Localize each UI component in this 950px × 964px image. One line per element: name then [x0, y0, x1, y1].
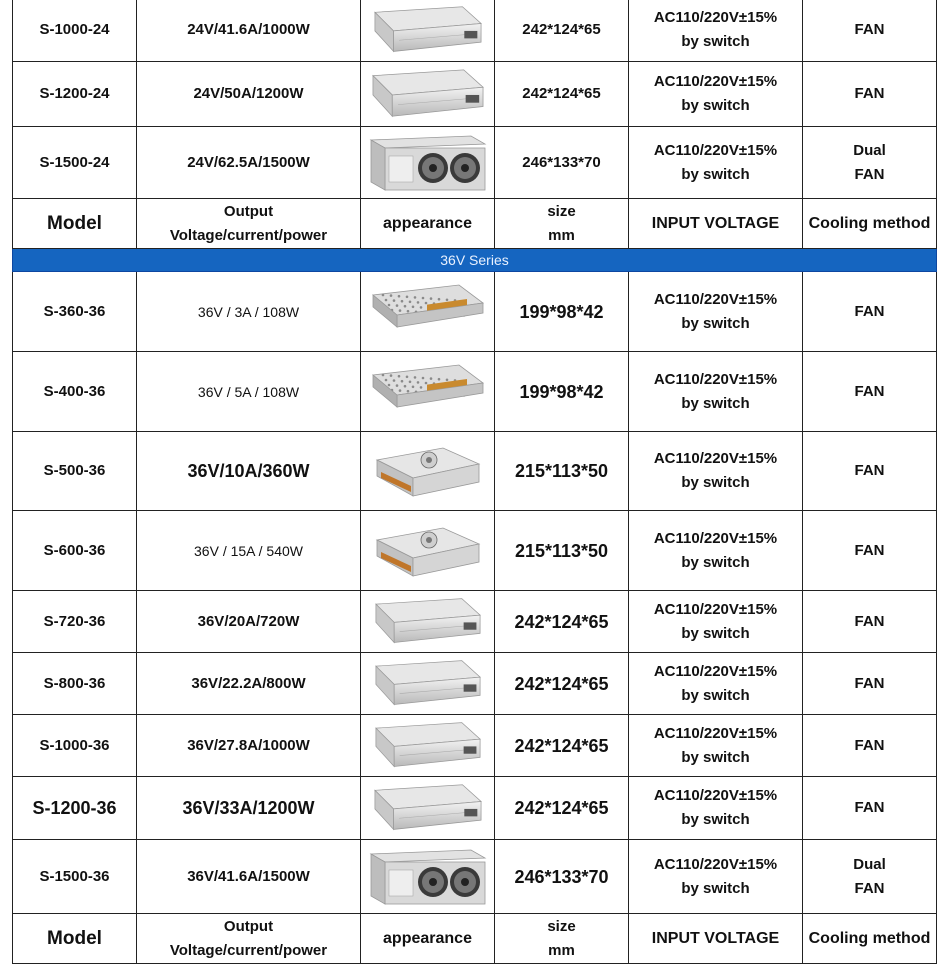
cooling-cell [803, 0, 937, 62]
output-text: 24V/62.5A/1500W [187, 153, 310, 171]
input-line2: by switch [681, 474, 750, 491]
model-text: S-600-36 [43, 541, 106, 559]
output-text: 36V / 3A / 108W [197, 303, 300, 320]
size-text: 215*113*50 [514, 540, 609, 561]
model-text: S-1000-36 [39, 736, 110, 754]
appearance-cell [361, 432, 495, 511]
size-cell [495, 62, 629, 127]
input-cell [629, 591, 803, 653]
input-cell [629, 352, 803, 432]
cooling-line2: FAN [854, 165, 885, 183]
input-line1: AC110/220V±15% [653, 600, 778, 618]
model-cell [13, 0, 137, 62]
model-text: S-1500-36 [39, 867, 110, 885]
input-line1: AC110/220V±15% [653, 450, 778, 467]
cooling-cell [803, 511, 937, 591]
cooling-cell [803, 272, 937, 352]
input-cell [629, 511, 803, 591]
size-text: 199*98*42 [519, 381, 604, 402]
input-line2: by switch [681, 879, 750, 897]
table-row [13, 715, 937, 777]
cooling-cell [803, 127, 937, 199]
power-supply-long-icon [367, 3, 489, 57]
size-text: 242*124*65 [514, 798, 609, 818]
input-cell [629, 0, 803, 62]
model-cell [13, 653, 137, 715]
input-line1: AC110/220V±15% [653, 290, 778, 308]
output-header-text: Voltage/current/power [169, 941, 328, 959]
spec-sheet [12, 0, 936, 964]
input-cell [629, 840, 803, 914]
output-header-text: Voltage/current/power [169, 226, 328, 244]
size-text: 242*124*65 [522, 21, 601, 38]
series-banner-row [13, 249, 937, 272]
cooling-line1: FAN [854, 85, 885, 102]
output-text: 36V/27.8A/1000W [187, 736, 310, 754]
size-cell [495, 432, 629, 511]
power-supply-dual-fan-icon [367, 848, 489, 906]
appearance-header-text: appearance [383, 214, 472, 232]
output-text: 36V / 15A / 540W [194, 542, 303, 559]
table-row [13, 352, 937, 432]
table-row [13, 127, 937, 199]
cooling-cell [803, 432, 937, 511]
input-cell [629, 715, 803, 777]
model-text: S-1000-24 [39, 21, 110, 38]
appearance-cell [361, 715, 495, 777]
cooling-cell [803, 653, 937, 715]
appearance-cell [361, 127, 495, 199]
model-cell [13, 62, 137, 127]
model-text: S-400-36 [43, 382, 106, 400]
size-header-text: size [547, 917, 576, 935]
output-text: 36V/10A/360W [187, 461, 310, 481]
cooling-line1: FAN [854, 302, 885, 320]
appearance-cell [361, 777, 495, 840]
size-cell [495, 352, 629, 432]
input-line1: AC110/220V±15% [653, 529, 778, 547]
model-text: S-720-36 [43, 612, 106, 630]
size-cell [495, 272, 629, 352]
table-row [13, 272, 937, 352]
cooling-line2: FAN [854, 879, 885, 897]
size-text: 242*124*65 [522, 85, 601, 102]
input-header-text: INPUT VOLTAGE [651, 929, 780, 947]
output-cell [137, 777, 361, 840]
cooling-header-text: Cooling method [808, 929, 931, 947]
output-cell [137, 62, 361, 127]
output-text: 36V / 5A / 108W [197, 383, 300, 400]
size-text: 242*124*65 [514, 735, 609, 756]
table-row [13, 0, 937, 62]
output-header-text: Output [223, 202, 274, 220]
output-text: 24V/41.6A/1000W [187, 21, 310, 38]
power-supply-long-icon [367, 657, 489, 710]
input-cell [629, 272, 803, 352]
power-supply-dual-fan-icon [367, 134, 489, 192]
cooling-line1: FAN [854, 382, 885, 400]
output-header [137, 199, 361, 249]
cooling-line1: Dual [853, 141, 886, 159]
cooling-header [803, 199, 937, 249]
output-text: 36V/20A/720W [197, 612, 300, 630]
size-header-text: mm [548, 226, 575, 244]
output-cell [137, 432, 361, 511]
cooling-line1: Dual [853, 855, 886, 873]
model-header-text: Model [47, 927, 102, 949]
cooling-cell [803, 715, 937, 777]
cooling-line1: FAN [854, 674, 885, 692]
appearance-header [361, 199, 495, 249]
model-cell [13, 127, 137, 199]
size-cell [495, 715, 629, 777]
input-line2: by switch [681, 394, 750, 412]
input-line1: AC110/220V±15% [653, 662, 778, 680]
input-line1: AC110/220V±15% [653, 855, 778, 873]
table-row [13, 591, 937, 653]
input-line2: by switch [681, 33, 750, 50]
appearance-header-text: appearance [383, 929, 472, 947]
size-header-text: size [547, 202, 576, 220]
power-supply-long-icon [367, 719, 489, 772]
input-header [629, 914, 803, 964]
size-cell [495, 511, 629, 591]
size-text: 242*124*65 [514, 611, 609, 632]
input-header-text: INPUT VOLTAGE [651, 214, 780, 232]
input-line1: AC110/220V±15% [653, 9, 778, 26]
size-text: 246*133*70 [514, 866, 609, 887]
output-header [137, 914, 361, 964]
model-header [13, 199, 137, 249]
appearance-header [361, 914, 495, 964]
input-cell [629, 62, 803, 127]
power-supply-long-icon [367, 66, 489, 122]
cooling-line1: FAN [854, 21, 885, 38]
input-line2: by switch [681, 748, 750, 766]
spec-table [12, 0, 937, 964]
cooling-line1: FAN [854, 612, 885, 630]
series-banner: 36V Series [13, 249, 937, 272]
cooling-line1: FAN [854, 541, 885, 559]
table-row [13, 777, 937, 840]
cooling-line1: FAN [854, 736, 885, 754]
size-cell [495, 127, 629, 199]
model-cell [13, 352, 137, 432]
power-supply-mesh-icon [367, 363, 489, 421]
output-text: 24V/50A/1200W [193, 85, 304, 102]
size-cell [495, 591, 629, 653]
output-cell [137, 352, 361, 432]
size-header [495, 914, 629, 964]
table-row [13, 432, 937, 511]
model-header-text: Model [47, 212, 102, 234]
output-text: 36V/41.6A/1500W [187, 867, 310, 885]
model-cell [13, 432, 137, 511]
power-supply-top-fan-icon [367, 442, 489, 500]
input-line1: AC110/220V±15% [653, 73, 778, 90]
output-text: 36V/22.2A/800W [191, 674, 306, 692]
cooling-cell [803, 777, 937, 840]
input-cell [629, 127, 803, 199]
model-text: S-360-36 [43, 302, 106, 320]
size-cell [495, 653, 629, 715]
size-text: 242*124*65 [514, 673, 609, 694]
output-cell [137, 0, 361, 62]
output-cell [137, 653, 361, 715]
appearance-cell [361, 511, 495, 591]
size-cell [495, 0, 629, 62]
model-text: S-1200-24 [39, 85, 110, 102]
input-line2: by switch [681, 686, 750, 704]
table-row [13, 62, 937, 127]
output-cell [137, 715, 361, 777]
input-cell [629, 653, 803, 715]
size-header [495, 199, 629, 249]
output-cell [137, 591, 361, 653]
table-row [13, 840, 937, 914]
output-header-text: Output [223, 917, 274, 935]
input-line1: AC110/220V±15% [653, 141, 778, 159]
cooling-line1: FAN [854, 462, 885, 479]
appearance-cell [361, 272, 495, 352]
model-cell [13, 715, 137, 777]
model-text: S-800-36 [43, 674, 106, 692]
model-cell [13, 591, 137, 653]
output-cell [137, 840, 361, 914]
model-header [13, 914, 137, 964]
output-cell [137, 272, 361, 352]
model-text: S-1500-24 [39, 153, 110, 171]
cooling-cell [803, 352, 937, 432]
output-text: 36V/33A/1200W [182, 798, 315, 818]
table-row [13, 511, 937, 591]
input-line1: AC110/220V±15% [653, 370, 778, 388]
input-line1: AC110/220V±15% [653, 724, 778, 742]
cooling-cell [803, 62, 937, 127]
size-text: 246*133*70 [522, 153, 601, 171]
power-supply-top-fan-icon [367, 522, 489, 580]
output-cell [137, 511, 361, 591]
model-text: S-500-36 [43, 462, 106, 479]
size-cell [495, 777, 629, 840]
appearance-cell [361, 840, 495, 914]
cooling-line1: FAN [854, 799, 885, 816]
appearance-cell [361, 653, 495, 715]
input-header [629, 199, 803, 249]
input-line1: AC110/220V±15% [653, 787, 778, 804]
model-cell [13, 840, 137, 914]
size-cell [495, 840, 629, 914]
power-supply-long-icon [367, 595, 489, 648]
table-row [13, 653, 937, 715]
model-cell [13, 777, 137, 840]
model-text: S-1200-36 [32, 798, 117, 818]
cooling-cell [803, 591, 937, 653]
appearance-cell [361, 0, 495, 62]
appearance-cell [361, 62, 495, 127]
cooling-header-text: Cooling method [808, 214, 931, 232]
size-text: 215*113*50 [514, 461, 609, 481]
model-cell [13, 272, 137, 352]
input-cell [629, 432, 803, 511]
header-row [13, 914, 937, 964]
input-line2: by switch [681, 811, 750, 828]
model-cell [13, 511, 137, 591]
cooling-header [803, 914, 937, 964]
appearance-cell [361, 591, 495, 653]
input-line2: by switch [681, 165, 750, 183]
cooling-cell [803, 840, 937, 914]
input-line2: by switch [681, 314, 750, 332]
power-supply-long-icon [367, 781, 489, 835]
input-cell [629, 777, 803, 840]
power-supply-mesh-icon [367, 283, 489, 341]
appearance-cell [361, 352, 495, 432]
size-text: 199*98*42 [519, 301, 604, 322]
header-row [13, 199, 937, 249]
input-line2: by switch [681, 97, 750, 114]
input-line2: by switch [681, 624, 750, 642]
input-line2: by switch [681, 553, 750, 571]
size-header-text: mm [548, 941, 575, 959]
output-cell [137, 127, 361, 199]
